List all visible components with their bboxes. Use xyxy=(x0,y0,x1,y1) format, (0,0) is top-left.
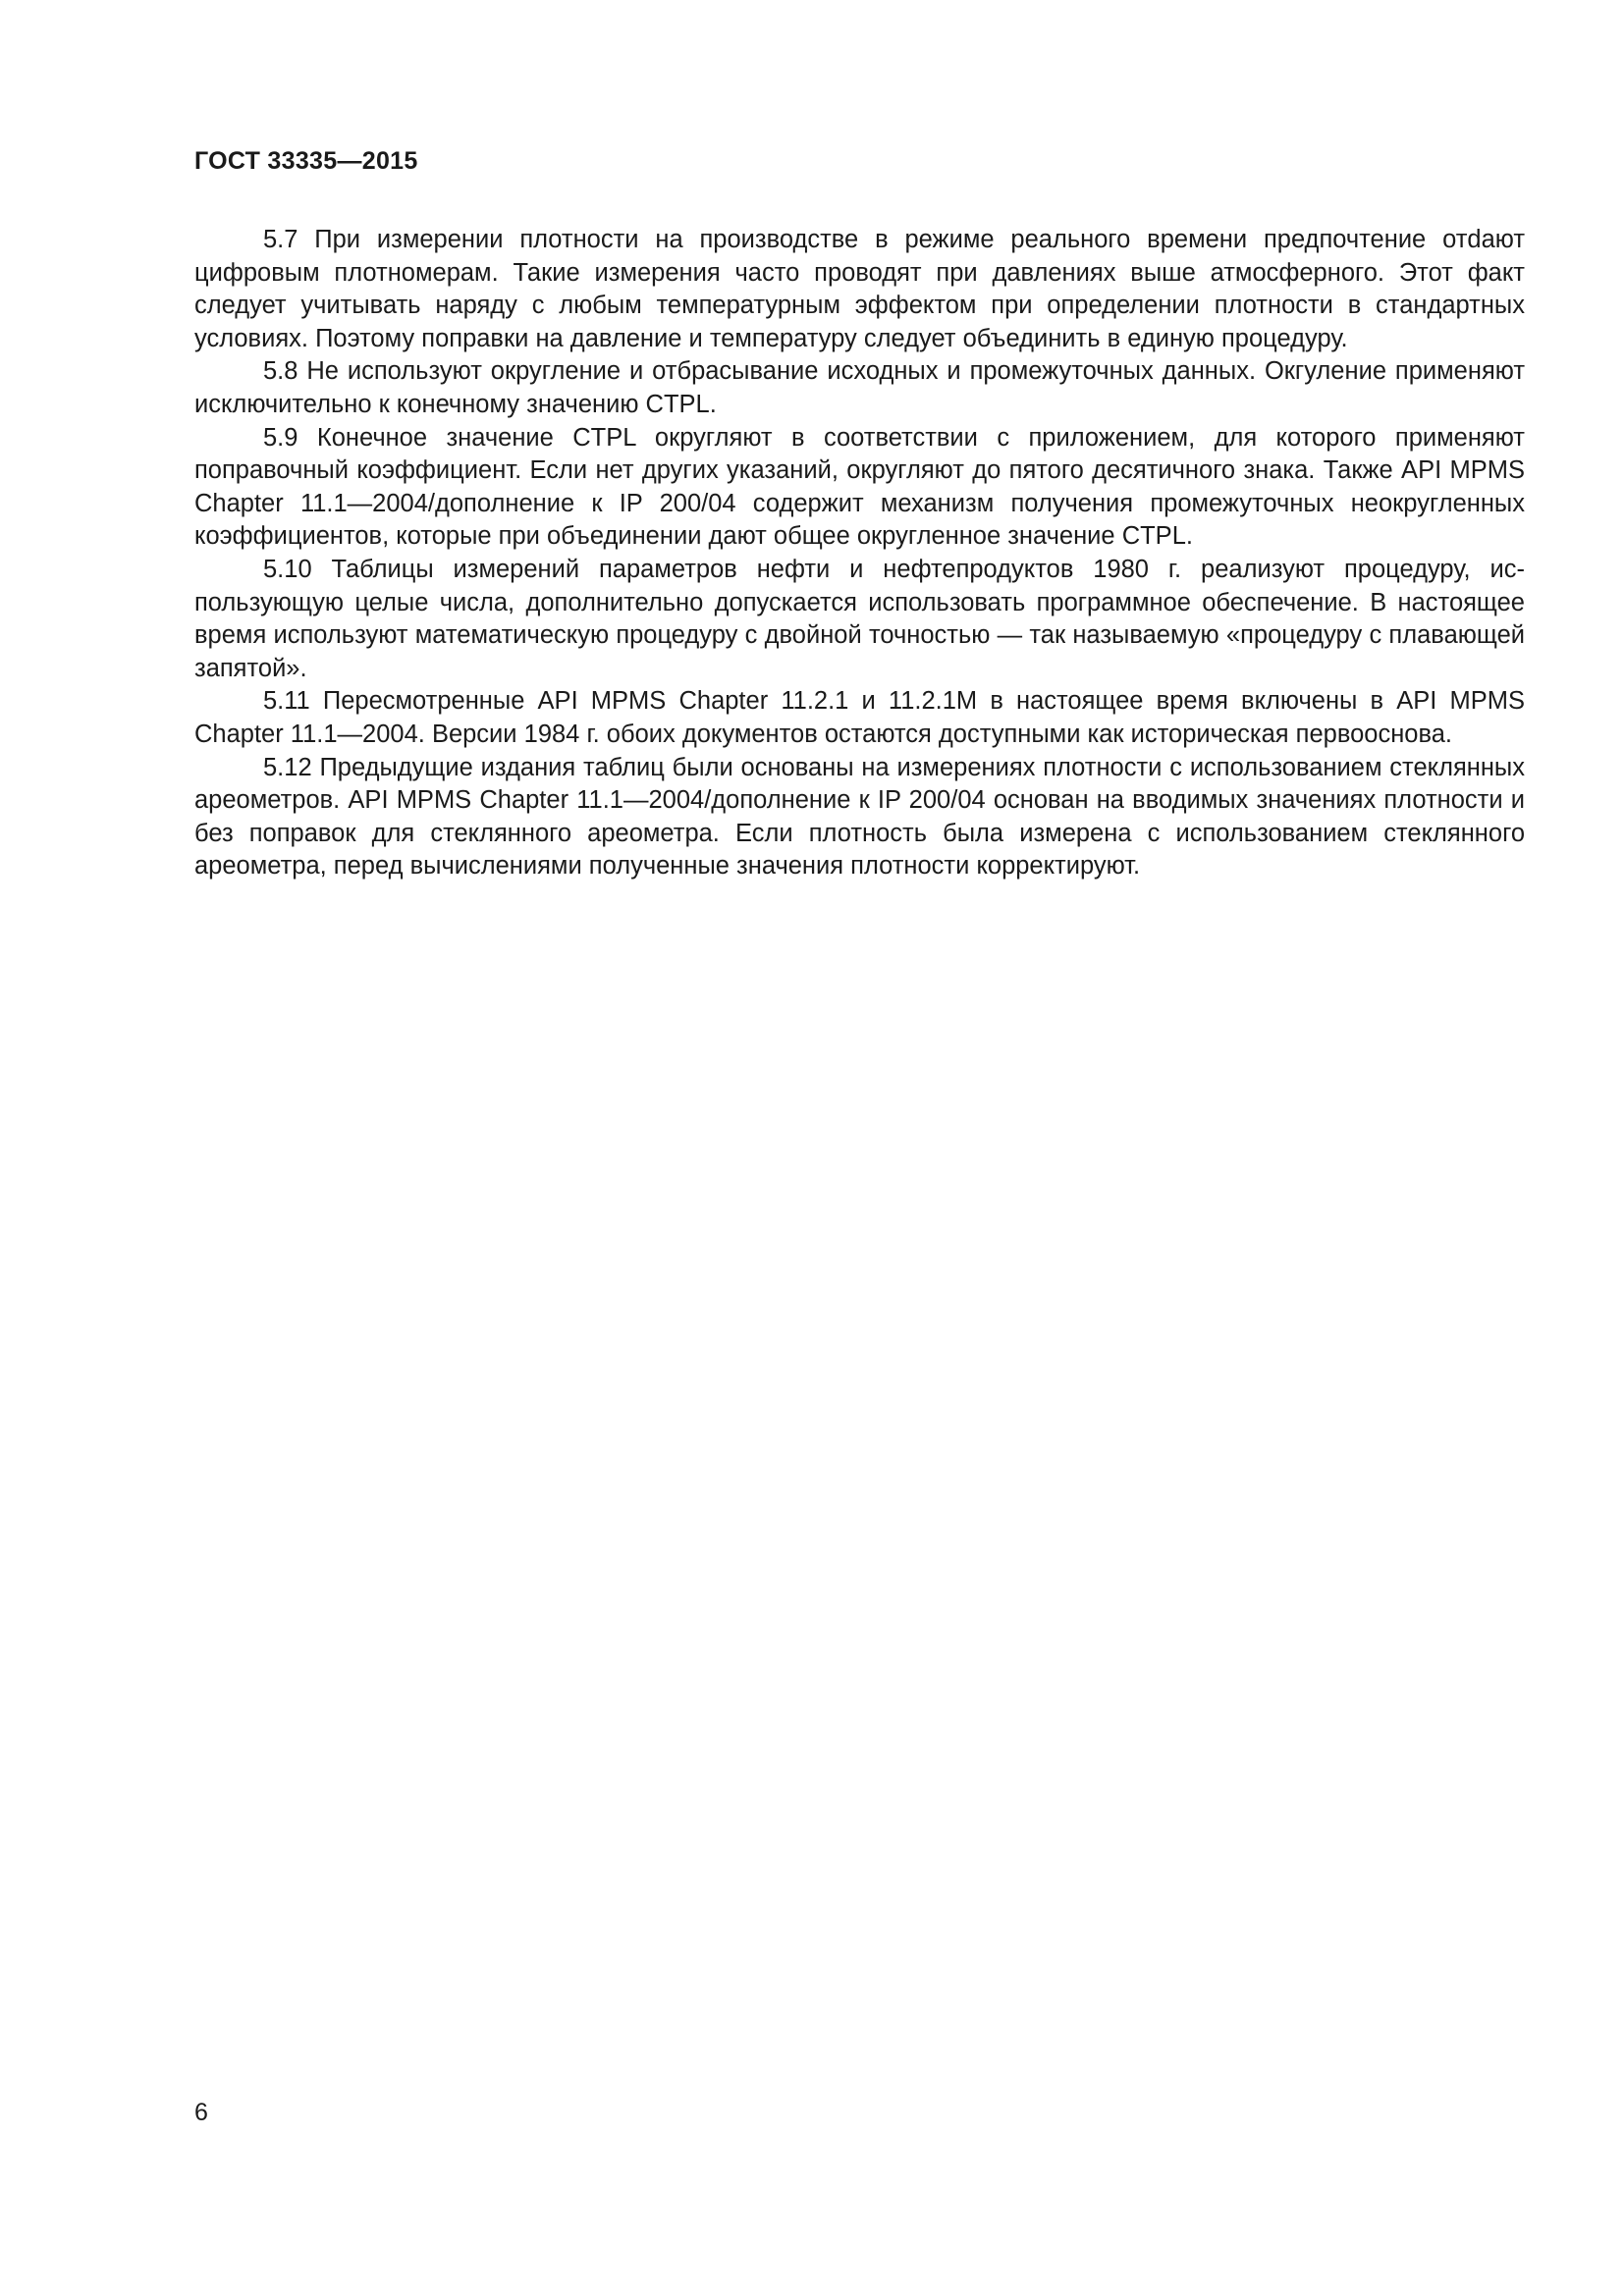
paragraph-5-7: 5.7 При измерении плотности на производстве в режиме реального времени предпочтение отdают цифровым плотномерам. Такие измерения часто проводят при давлениях выше атмосферного. Этот факт следует учитывать наряду с любым температурным эффектом при определении плотности в стандартных условиях. Поэтому поправки на давление и температуру следует объединить в единую процедуру. xyxy=(194,226,1525,352)
document-header: ГОСТ 33335—2015 xyxy=(194,147,418,175)
paragraph-5-9: 5.9 Конечное значение CTPL округляют в соответствии с приложением, для которого применяют поправочный коэффициент. Если нет других указаний, округляют до пятого десятичного знака. Также API MPMS Chapter 11.1—2004/дополнение к IP 200/04 содержит механизм получения промежуточных неокругленных коэффициентов, которые при объединении дают общее округленное значение CTPL. xyxy=(194,423,1525,551)
document-body xyxy=(194,224,1525,883)
paragraph-5-11: 5.11 Пересмотренные API MPMS Chapter 11.2.1 и 11.2.1M в настоящее время включены в API MPMS Chapter 11.1—2004. Версии 1984 г. обоих документов остаются доступными как историческая первооснова. xyxy=(194,687,1525,748)
paragraph-5-12: 5.12 Предыдущие издания таблиц были основаны на измерениях плотности с использованием стеклянных ареометров. API MPMS Chapter 11.1—2004/дополнение к IP 200/04 основан на вводимых значениях плотности и без поправок для стеклянного ареометра. Если плотность была измерена с использованием стеклянного ареометра, перед вычислениями полученные значения плотности корректируют. xyxy=(194,753,1525,881)
paragraph-5-8: 5.8 Не используют округление и отбрасывание исходных и промежуточных данных. Окгуление применяют исключительно к конечному значению CTPL. xyxy=(194,357,1525,418)
paragraph-5-10: 5.10 Таблицы измерений параметров нефти и нефтепродуктов 1980 г. реализуют процедуру, использующую целые числа, дополнительно допускается использовать программное обеспечение. В настоящее время используют математическую процедуру с двойной точностью — так называемую «процедуру с плавающей запятой». xyxy=(194,555,1525,682)
page-number: 6 xyxy=(194,2099,208,2126)
